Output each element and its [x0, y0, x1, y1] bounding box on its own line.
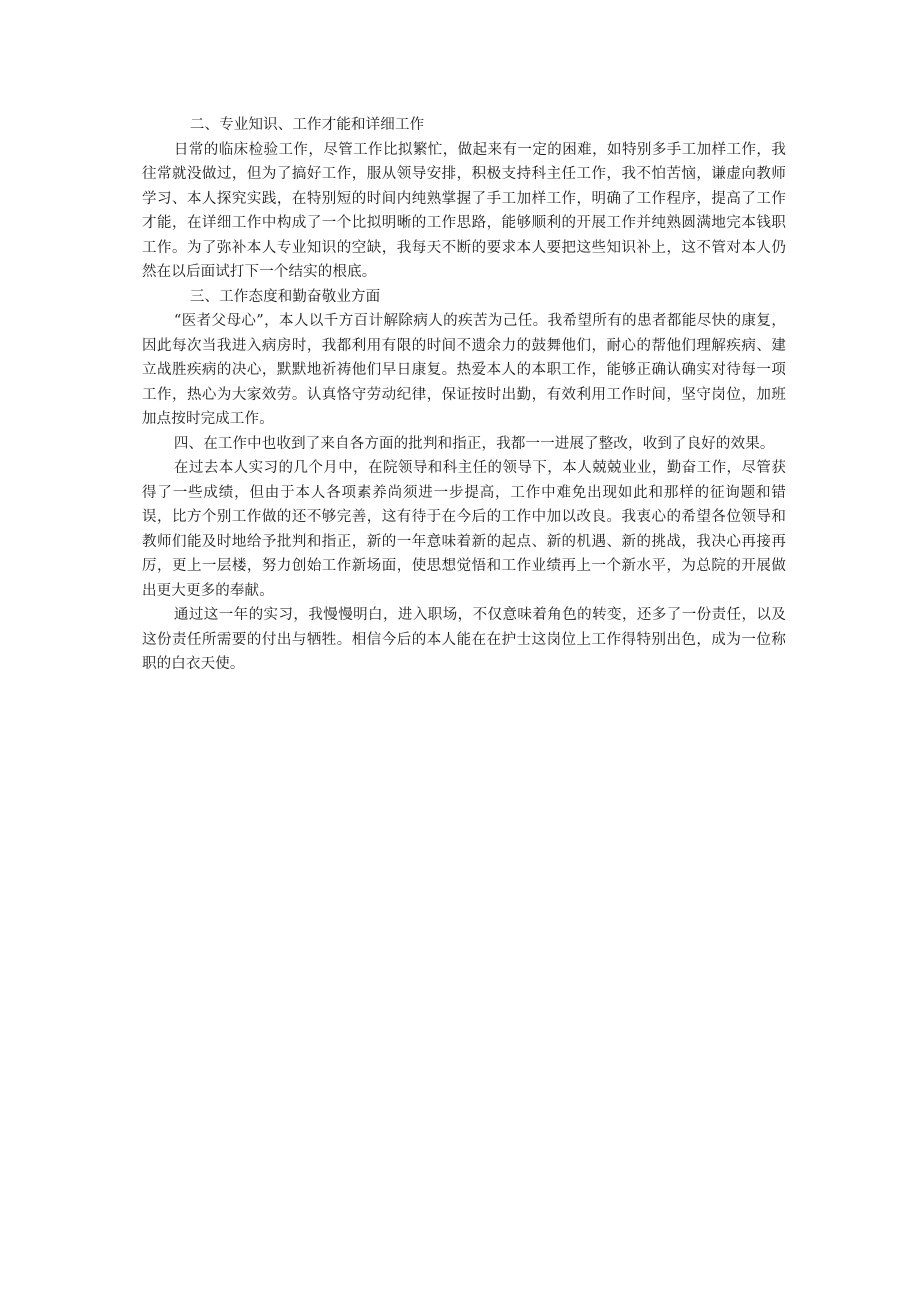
paragraph-conclusion: 通过这一年的实习，我慢慢明白，进入职场，不仅意味着角色的转变，还多了一份责任，以及这份责任所需要的付出与牺牲。相信今后的本人能在在护士这岗位上工作得特别出色，成为一位称职的白衣天使。 [142, 607, 786, 672]
paragraph-work-attitude: “医者父母心”，本人以千方百计解除病人的疾苦为己任。我希望所有的患者都能尽快的康复，因此每次当我进入病房时，我都利用有限的时间不遗余力的鼓舞他们，耐心的帮他们理解疾病、建立战胜疾病的决心，默默地祈祷他们早日康复。热爱本人的本职工作，能够正确认确实对待每一项工作，热心为大家效劳。认真恪守劳动纪律，保证按时出勤，有效利用工作时间，坚守岗位，加班加点按时完成工作。 [142, 313, 786, 427]
paragraph-clinical-work: 日常的临床检验工作，尽管工作比拟繁忙，做起来有一定的困难，如特别多手工加样工作，我往常就没做过，但为了搞好工作，服从领导安排，积极支持科主任工作，我不怕苦恼，谦虚向教师学习、本人探究实践，在特别短的时间内纯熟掌握了手工加样工作，明确了工作程序，提高了工作才能，在详细工作中构成了一个比拟明晰的工作思路，能够顺利的开展工作并纯熟圆满地完本钱职工作。为了弥补本人专业知识的空缺，我每天不断的要求本人要把这些知识补上，这不管对本人仍然在以后面试打下一个结实的根底。 [142, 141, 786, 280]
section-heading-2: 二、专业知识、工作才能和详细工作 [189, 117, 425, 133]
section-heading-3: 三、工作态度和勤奋敬业方面 [189, 288, 381, 305]
document-body [142, 113, 786, 677]
paragraph-criticism: 四、在工作中也收到了来自各方面的批判和指正，我都一一进展了整改，收到了良好的效果。 [173, 435, 775, 452]
paragraph-past-months: 在过去本人实习的几个月中，在院领导和科主任的领导下，本人兢兢业业，勤奋工作，尽管获得了一些成绩，但由于本人各项素养尚须进一步提高，工作中难免出现如此和那样的征询题和错误，比方个别工作做的还不够完善，这有待于在今后的工作中加以改良。我衷心的希望各位领导和教师们能及时地给予批判和指正，新的一年意味着新的起点、新的机遇、新的挑战，我决心再接再厉，更上一层楼，努力创始工作新场面，使思想觉悟和工作业绩再上一个新水平，为总院的开展做出更大更多的奉献。 [142, 460, 786, 599]
